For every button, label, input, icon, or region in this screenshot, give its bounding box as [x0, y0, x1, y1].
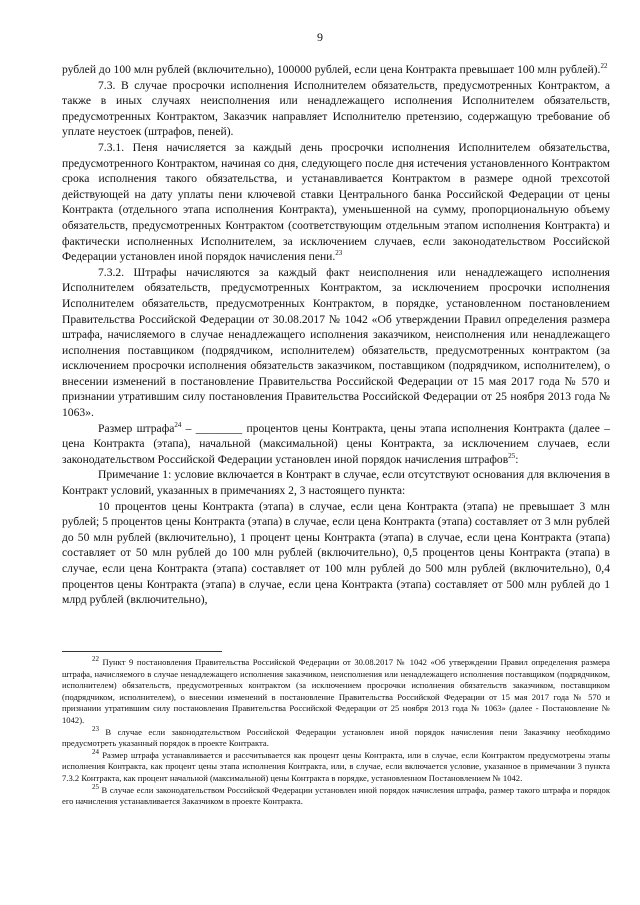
paragraph-percent-list: 10 процентов цены Контракта (этапа) в случае, если цена Контракта (этапа) не превышает 3 млн рублей; 5 процентов цены Контракта (этапа) в случае, если цена Контракта (этапа) составляет от 3 млн рублей до 50 млн рублей (включительно), 1 процент цены Контракта (этапа) в случае, если цена Контракта (этапа) составляет от 50 млн рублей до 100 млн рублей (включительно), 0,5 процентов цены Контракта (этапа) в случае, если цена Контракта (этапа) составляет от 100 млн рублей до 500 млн рублей (включительно), 0,4 процентов цены Контракта (этапа) в случае, если цена Контракта (этапа) составляет от 500 млн рублей до 1 млрд рублей (включительно), — [62, 499, 610, 607]
paragraph-7-3: 7.3. В случае просрочки исполнения Исполнителем обязательств, предусмотренных Контрактом, а также в иных случаях неисполнения или ненадлежащего исполнения Исполнителем обязательств, предусмотренных Контрактом, Заказчик направляет Исполнителю претензию, содержащую требование об уплате неустоек (штрафов, пеней). — [62, 78, 610, 139]
footnote-ref-24[interactable]: 24 — [174, 420, 182, 429]
footnote-ref-23[interactable]: 23 — [335, 249, 343, 258]
footnote-ref-22[interactable]: 22 — [600, 62, 608, 71]
footnotes — [62, 657, 610, 808]
footnote-24: $^{24}$ Размер штрафа устанавливается и рассчитывается как процент цены Контракта, или в случае, если Контрактом предусмотрены этапы исполнения Контракта, как процент цены этапа исполнения Контракта, или, в случае, если включается условие, указанное в примечании 3 пункта 7.3.2 Контракта, как процент начальной (максимальной) цены Контракта в порядке, установленном Постановлением № 1042. — [62, 747, 610, 783]
paragraph-note-1: Примечание 1: условие включается в Контракт в случае, если отсутствуют основания для включения в Контракт условий, указанных в примечаниях 2, 3 настоящего пункта: — [62, 468, 610, 498]
page-number: 9 — [317, 30, 323, 44]
paragraph-1: рублей до 100 млн рублей (включительно), 100000 рублей, если цена Контракта превышает 100 млн рублей).$^{22}$ — [62, 62, 608, 76]
footnote-25: $^{25}$ В случае если законодательством Российской Федерации установлен иной порядок начисления штрафа, размер такого штрафа и порядок его начисления устанавливается Заказчиком в проекте Контракта. — [62, 782, 610, 807]
paragraph-7-3-2: 7.3.2. Штрафы начисляются за каждый факт неисполнения или ненадлежащего исполнения Исполнителем обязательств, предусмотренных Контрактом, за исключением просрочки исполнения Исполнителем обязательств, предусмотренных Контрактом, в порядке, установленном постановлением Правительства Российской Федерации от 30.08.2017 № 1042 «Об утверждении Правил определения размера штрафа, начисляемого в случае ненадлежащего исполнения заказчиком, неисполнения или ненадлежащего исполнения поставщиком (подрядчиком, исполнителем) обязательств, предусмотренных контрактом (за исключением просрочки исполнения обязательств заказчиком, поставщиком (подрядчиком, исполнителем), о внесении изменений в постановление Правительства Российской Федерации от 15 мая 2017 года № 570 и признании утратившим силу постановления Правительства Российской Федерации от 25 ноября 2013 года № 1063». — [62, 265, 610, 420]
footnote-22: $^{22}$ Пункт 9 постановления Правительства Российской Федерации от 30.08.2017 № 1042 «Об утверждении Правил определения размера штрафа, начисляемого в случае ненадлежащего исполнения заказчиком, неисполнения или ненадлежащего исполнения поставщиком (подрядчиком, исполнителем) обязательств, предусмотренных контрактом (за исключением просрочки исполнения обязательств заказчиком, поставщиком (подрядчиком, исполнителем), о внесении изменений в постановление Правительства Российской Федерации от 15 мая 2017 года № 570 и признании утратившим силу постановления Правительства Российской Федерации от 25 ноября 2013 года № 1063» (далее - Постановление № 1042). — [62, 655, 610, 725]
paragraph-7-3-1: 7.3.1. Пеня начисляется за каждый день просрочки исполнения Исполнителем обязательства, предусмотренного Контрактом, начиная со дня, следующего после дня истечения установленного Контрактом срока исполнения такого обязательства, и устанавливается Контрактом в размере одной трехсотой действующей на дату уплаты пени ключевой ставки Центрального банка Российской Федерации от цены Контракта (отдельного этапа исполнения Контракта), уменьшенной на сумму, пропорциональную объему обязательств, предусмотренных Контрактом (соответствующим отдельным этапом исполнения Контракта) и фактически исполненных Исполнителем, за исключением случаев, если законодательством Российской Федерации установлен иной порядок начисления пени.$^{23}$ — [62, 140, 610, 264]
footnote-divider — [62, 651, 222, 652]
footnote-23: $^{23}$ В случае если законодательством Российской Федерации установлен иной порядок начисления пени Заказчику необходимо предусмотреть указанный порядок в проекте Контракта. — [62, 724, 610, 749]
paragraph-fine-size: Размер штрафа$^{24}$ – ________ процентов цены Контракта, цены этапа исполнения Контракта (далее – цена Контракта (этапа), начальной (максимальной) цены Контракта, за исключением случаев, если законодательством Российской Федерации установлен иной порядок начисления штрафов$^{25}$: — [62, 420, 610, 466]
document-body — [62, 62, 610, 608]
footnote-ref-25[interactable]: 25 — [508, 451, 516, 460]
